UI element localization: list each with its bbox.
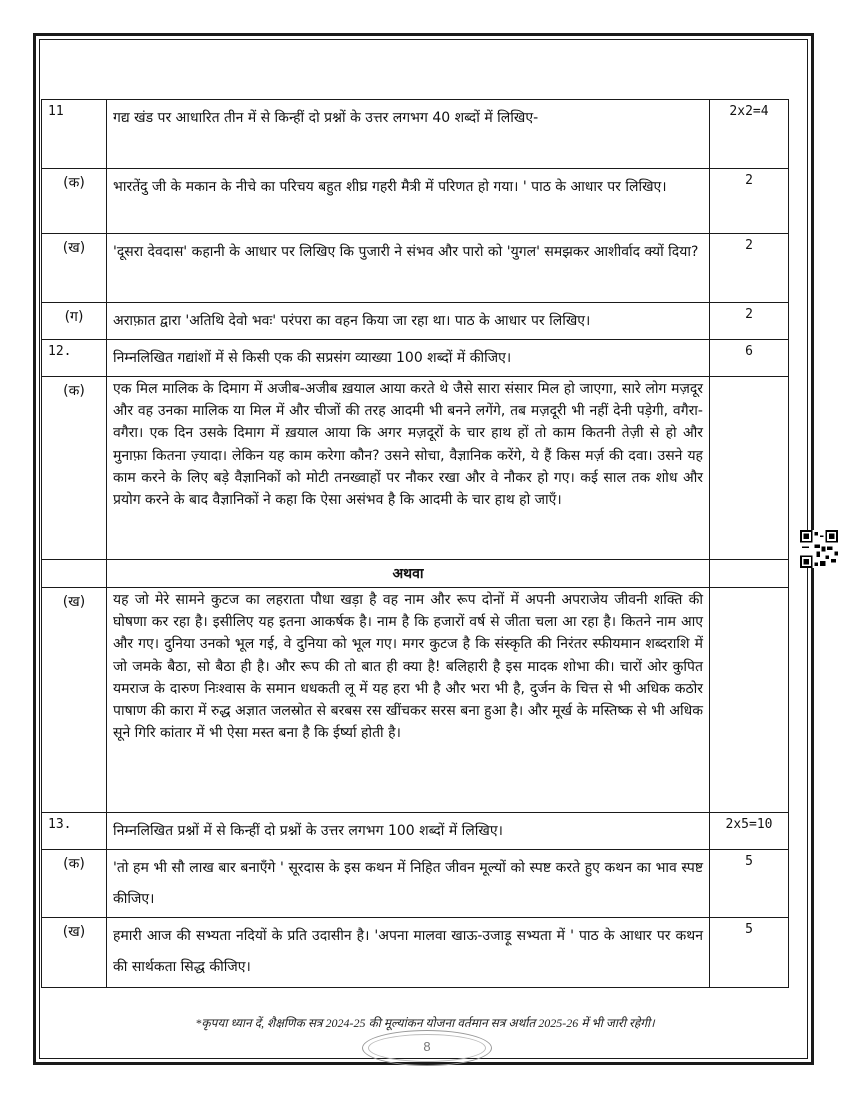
table-row bbox=[42, 588, 789, 813]
question-text: निम्नलिखित प्रश्नों में से किन्हीं दो प्रश्नों के उत्तर लगभग 100 शब्दों में लिखिए। bbox=[107, 813, 710, 850]
question-number: (ग) bbox=[42, 303, 107, 340]
question-number: (ख) bbox=[42, 918, 107, 988]
question-text: गद्य खंड पर आधारित तीन में से किन्हीं दो प्रश्नों के उत्तर लगभग 40 शब्दों में लिखिए- bbox=[107, 100, 710, 169]
question-number: (ख) bbox=[42, 234, 107, 303]
table-row bbox=[42, 377, 789, 560]
question-marks bbox=[710, 377, 789, 560]
table-row bbox=[42, 303, 789, 340]
question-marks bbox=[710, 560, 789, 588]
question-marks: 5 bbox=[710, 918, 789, 988]
question-number: 11 bbox=[42, 100, 107, 169]
question-marks: 2x5=10 bbox=[710, 813, 789, 850]
question-text: अराफ़ात द्वारा 'अतिथि देवो भवः' परंपरा का वहन किया जा रहा था। पाठ के आधार पर लिखिए। bbox=[107, 303, 710, 340]
passage-text: यह जो मेरे सामने कुटज का लहराता पौधा खड़ा है वह नाम और रूप दोनों में अपनी अपराजेय जीवनी शक्ति की घोषणा कर रहा है। इसीलिए यह इतना आकर्षक है। नाम है कि हजारों वर्ष से जीता चला आ रहा है। कितने नाम आए और गए। दुनिया उनको भूल गई, वे दुनिया को भूल गए। मगर कुटज है कि संस्कृति की निरंतर स्फीयमान शब्दराशि में जो जमके बैठा, सो बैठा ही है। और रूप की तो बात ही क्या है! बलिहारी है इस मादक शोभा की। चारों ओर कुपित यमराज के दारुण निःश्वास के समान धधकती लू में यह हरा भी है और भरा भी है, दुर्जन के चित्त से भी अधिक कठोर पाषाण की कारा में रुद्ध अज्ञात जलस्रोत से बरबस रस खींचकर सरस बना हुआ है। और मूर्ख के मस्तिष्क से भी अधिक सूने गिरि कांतार में भी ऐसा मस्त बना है कि ईर्ष्या होती है। bbox=[107, 588, 710, 813]
table-row bbox=[42, 100, 789, 169]
passage-text: एक मिल मालिक के दिमाग में अजीब-अजीब ख़याल आया करते थे जैसे सारा संसार मिल हो जाएगा, सारे लोग मज़दूर और वह उनका मालिक या मिल में और चीजों की तरह आदमी भी बनने लगेंगे, तब मज़दूरी भी नहीं देनी पड़ेगी, वगैरा-वगैरा। एक दिन उसके दिमाग में ख़याल आया कि अगर मज़दूरों के चार हाथ हों तो काम कितनी तेज़ी से हो और मुनाफ़ा कितना ज़्यादा। लेकिन यह काम करेगा कौन? उसने सोचा, वैज्ञानिक करेंगे, ये हैं किस मर्ज़ की दवा। उसने यह काम करने के लिए बड़े वैज्ञानिकों को मोटी तनख्वाहों पर नौकर रखा और वे नौकर हो गए। कई साल तक शोध और प्रयोग करने के बाद वैज्ञानिकों ने कहा कि ऐसा असंभव है कि आदमी के चार हाथ हो जाएँ। bbox=[107, 377, 710, 560]
question-marks bbox=[710, 588, 789, 813]
question-number: (ख) bbox=[42, 588, 107, 813]
question-marks: 2 bbox=[710, 234, 789, 303]
question-number: (क) bbox=[42, 377, 107, 560]
page-number: 8 bbox=[423, 1039, 431, 1054]
table-row bbox=[42, 918, 789, 988]
qr-code-icon bbox=[800, 530, 838, 568]
table-row bbox=[42, 234, 789, 303]
question-number: (क) bbox=[42, 169, 107, 234]
question-number: 13. bbox=[42, 813, 107, 850]
table-row bbox=[42, 813, 789, 850]
table-row bbox=[42, 850, 789, 918]
question-number bbox=[42, 560, 107, 588]
question-marks: 6 bbox=[710, 340, 789, 377]
question-marks: 2 bbox=[710, 303, 789, 340]
question-table bbox=[41, 99, 789, 988]
question-text: भारतेंदु जी के मकान के नीचे का परिचय बहुत शीघ्र गहरी मैत्री में परिणत हो गया। ' पाठ के आधार पर लिखिए। bbox=[107, 169, 710, 234]
table-row bbox=[42, 340, 789, 377]
question-number: (क) bbox=[42, 850, 107, 918]
question-number: 12. bbox=[42, 340, 107, 377]
question-marks: 5 bbox=[710, 850, 789, 918]
question-text: निम्नलिखित गद्यांशों में से किसी एक की सप्रसंग व्याख्या 100 शब्दों में कीजिए। bbox=[107, 340, 710, 377]
question-marks: 2 bbox=[710, 169, 789, 234]
question-marks: 2x2=4 bbox=[710, 100, 789, 169]
question-text: 'दूसरा देवदास' कहानी के आधार पर लिखिए कि पुजारी ने संभव और पारो को 'युगल' समझकर आशीर्वाद क्यों दिया? bbox=[107, 234, 710, 303]
athva-heading: अथवा bbox=[107, 560, 710, 588]
footer-note: *कृपया ध्यान दें, शैक्षणिक सत्र 2024-25 की मूल्यांकन योजना वर्तमान सत्र अर्थात 2025-26 में भी जारी रहेगी। bbox=[195, 1016, 655, 1030]
table-row bbox=[42, 560, 789, 588]
question-text: 'तो हम भी सौ लाख बार बनाएँगे ' सूरदास के इस कथन में निहित जीवन मूल्यों को स्पष्ट करते हुए कथन का भाव स्पष्ट कीजिए। bbox=[107, 850, 710, 918]
table-row bbox=[42, 169, 789, 234]
question-text: हमारी आज की सभ्यता नदियों के प्रति उदासीन है। 'अपना मालवा खाऊ-उजाड़ू सभ्यता में ' पाठ के आधार पर कथन की सार्थकता सिद्ध कीजिए। bbox=[107, 918, 710, 988]
